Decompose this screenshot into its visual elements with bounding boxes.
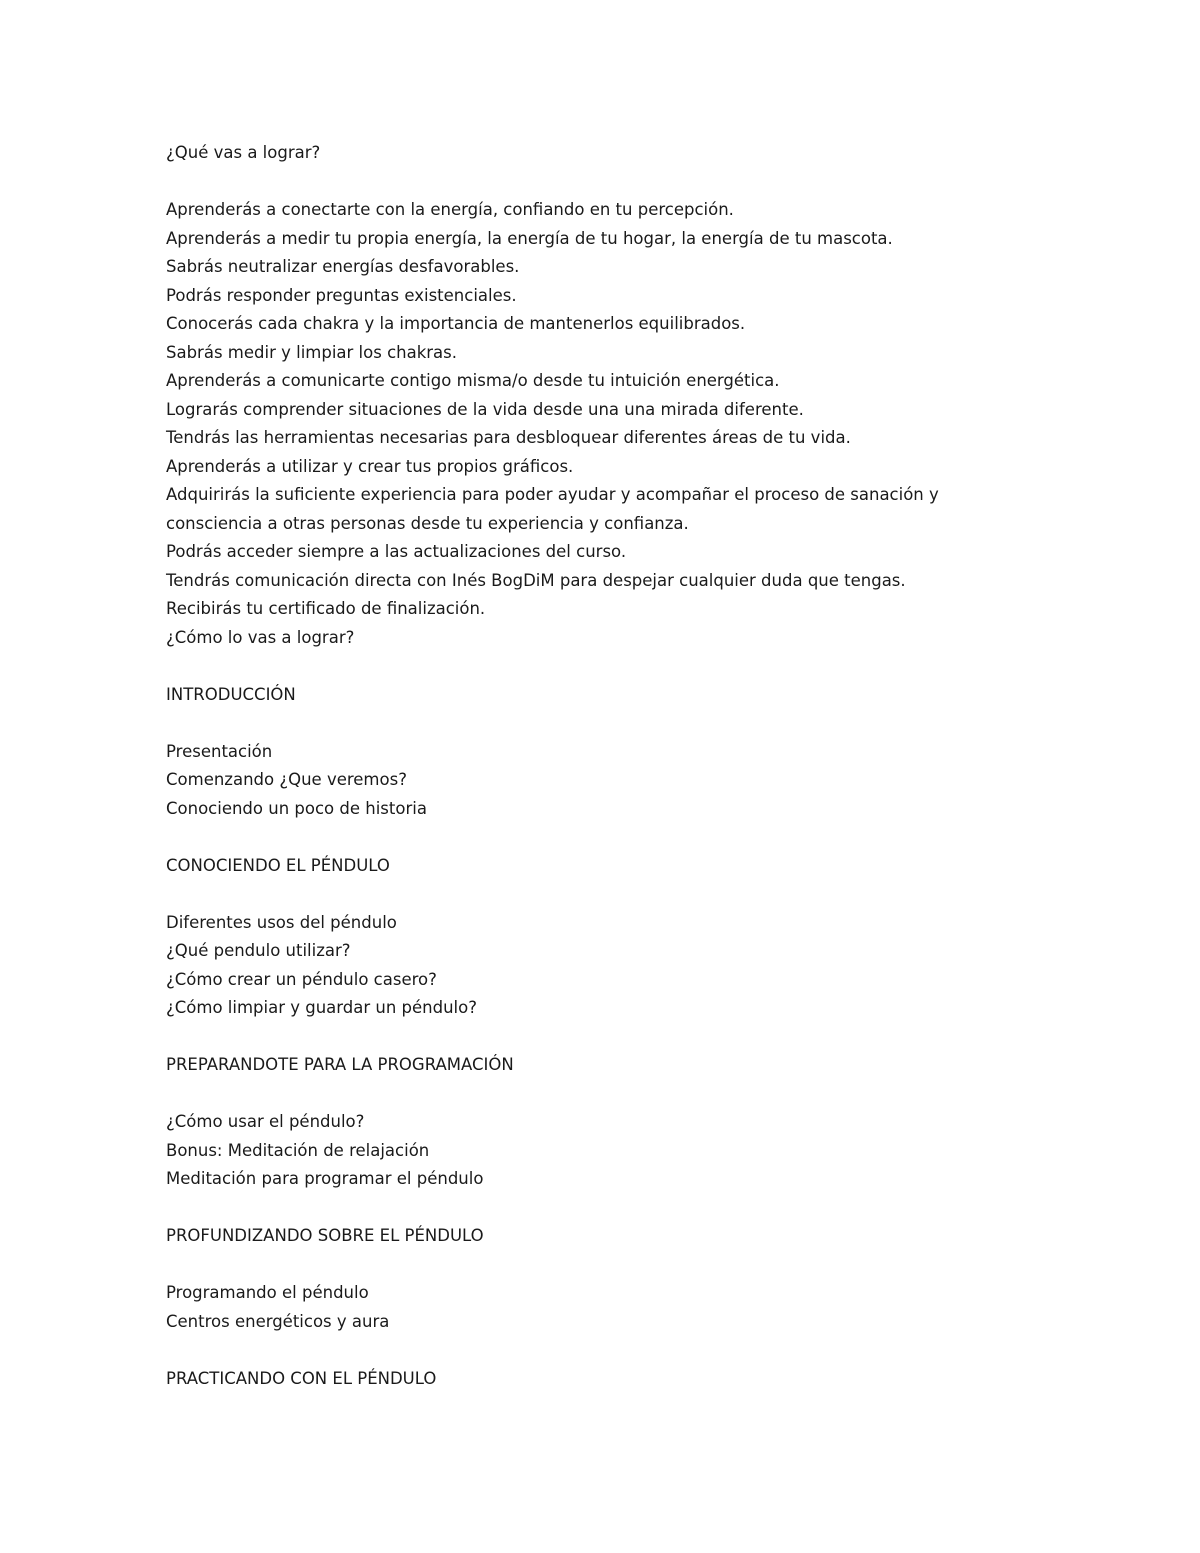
spacer — [166, 1194, 1126, 1223]
section-practicando — [166, 1365, 1126, 1394]
section-heading: PRACTICANDO CON EL PÉNDULO — [166, 1368, 437, 1388]
section-heading: INTRODUCCIÓN — [166, 684, 296, 704]
section-conociendo-el-pendulo — [166, 852, 1126, 1023]
goal-line: Aprenderás a medir tu propia energía, la energía de tu hogar, la energía de tu mascota. — [166, 228, 893, 248]
section-heading: PREPARANDOTE PARA LA PROGRAMACIÓN — [166, 1055, 514, 1074]
goals-list — [166, 196, 1126, 624]
intro-question: ¿Qué vas a lograr? — [166, 143, 321, 162]
goal-line: Sabrás neutralizar energías desfavorables. — [166, 257, 520, 276]
goal-line: Aprenderás a conectarte con la energía, confiando en tu percepción. — [166, 200, 734, 219]
section-item: Comenzando ¿Que veremos? — [166, 770, 407, 789]
goal-line: Aprenderás a utilizar y crear tus propios gráficos. — [166, 456, 574, 476]
section-introduccion — [166, 681, 1126, 824]
spacer — [166, 880, 1126, 909]
goal-line: Tendrás comunicación directa con Inés BogDiM para despejar cualquier duda que tengas. — [166, 570, 906, 590]
goal-line: Tendrás las herramientas necesarias para desbloquear diferentes áreas de tu vida. — [166, 428, 851, 447]
section-item: Presentación — [166, 741, 273, 761]
section-heading: CONOCIENDO EL PÉNDULO — [166, 855, 390, 875]
how-question: ¿Cómo lo vas a lograr? — [166, 627, 355, 647]
spacer — [166, 1251, 1126, 1280]
section-preparandote — [166, 1051, 1126, 1194]
section-item: Bonus: Meditación de relajación — [166, 1140, 430, 1160]
section-item: Meditación para programar el péndulo — [166, 1169, 484, 1188]
goal-line: Podrás responder preguntas existenciales. — [166, 285, 517, 305]
section-item: ¿Cómo crear un péndulo casero? — [166, 969, 437, 989]
section-item: Programando el péndulo — [166, 1283, 369, 1302]
section-item: ¿Qué pendulo utilizar? — [166, 941, 351, 960]
document-body — [166, 139, 1126, 1393]
goal-line: Aprenderás a comunicarte contigo misma/o desde tu intuición energética. — [166, 371, 780, 390]
section-item: Conociendo un poco de historia — [166, 798, 427, 818]
goal-line: Recibirás tu certificado de finalización. — [166, 599, 486, 618]
section-item: Centros energéticos y aura — [166, 1311, 390, 1331]
section-profundizando — [166, 1222, 1126, 1336]
section-heading: PROFUNDIZANDO SOBRE EL PÉNDULO — [166, 1226, 484, 1245]
spacer — [166, 823, 1126, 852]
spacer — [166, 168, 1126, 197]
spacer — [166, 1336, 1126, 1365]
goal-line: Lograrás comprender situaciones de la vida desde una una mirada diferente. — [166, 399, 804, 419]
spacer — [166, 1080, 1126, 1109]
section-item: ¿Cómo limpiar y guardar un péndulo? — [166, 998, 477, 1017]
goal-line: Adquirirás la suficiente experiencia para poder ayudar y acompañar el proceso de sanación y — [166, 485, 939, 504]
spacer — [166, 709, 1126, 738]
goal-line: Conocerás cada chakra y la importancia de mantenerlos equilibrados. — [166, 314, 746, 333]
spacer — [166, 652, 1126, 681]
section-item: Diferentes usos del péndulo — [166, 912, 397, 932]
goal-line: Sabrás medir y limpiar los chakras. — [166, 342, 458, 362]
section-item: ¿Cómo usar el péndulo? — [166, 1112, 365, 1131]
goal-line: Podrás acceder siempre a las actualizaciones del curso. — [166, 542, 627, 561]
goal-line: consciencia a otras personas desde tu experiencia y confianza. — [166, 513, 689, 533]
spacer — [166, 1023, 1126, 1052]
